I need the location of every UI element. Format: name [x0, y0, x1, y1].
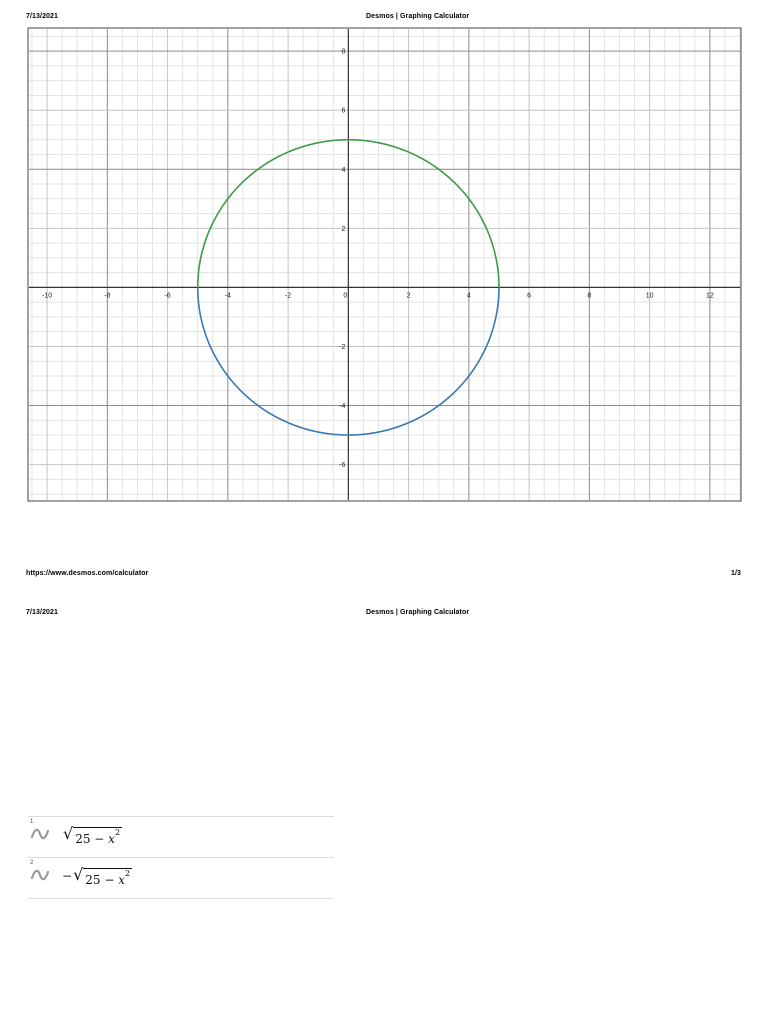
variable-x: x: [108, 832, 115, 846]
radicand: [83, 868, 132, 887]
x-tick-label: 8: [587, 292, 592, 300]
expression-math[interactable]: [62, 865, 132, 887]
radicand-constant: 25 −: [85, 873, 119, 887]
wave-icon[interactable]: [30, 827, 50, 841]
exponent: 2: [125, 869, 131, 878]
x-tick-label: -6: [164, 292, 171, 300]
x-tick-label: 4: [466, 292, 471, 300]
expression-index: 1: [30, 819, 34, 825]
x-tick-label: -2: [284, 292, 292, 300]
x-tick-label: 6: [527, 292, 532, 300]
x-tick-label: 10: [645, 292, 654, 300]
page1-header-date: 7/13/2021: [26, 13, 59, 20]
page2-header-date: 7/13/2021: [26, 609, 59, 616]
radical-sign-icon: √: [73, 865, 84, 884]
x-tick-label: 2: [406, 292, 411, 300]
y-tick-label: -4: [339, 403, 346, 411]
y-tick-label: -2: [339, 343, 346, 351]
page2-header-title: Desmos | Graphing Calculator: [366, 609, 470, 616]
page1-footer-page-number: 1/3: [731, 570, 742, 577]
variable-x: x: [118, 873, 125, 887]
y-tick-label: 8: [341, 48, 346, 56]
radical-sign-icon: √: [63, 824, 74, 843]
expression-math[interactable]: [62, 824, 122, 846]
expression-index: 2: [30, 860, 34, 866]
page1-footer-url[interactable]: https://www.desmos.com/calculator: [26, 570, 149, 577]
y-tick-label: 6: [341, 107, 346, 115]
exponent: 2: [114, 828, 121, 837]
square-root: [63, 824, 122, 846]
expression-row-2[interactable]: [28, 857, 334, 898]
expression-list-bottom-border: [28, 898, 334, 899]
expression-list: [28, 816, 334, 899]
x-tick-label: 12: [705, 292, 714, 300]
square-root: [73, 865, 132, 887]
x-tick-label: 0: [343, 292, 348, 300]
radicand-constant: 25 −: [75, 832, 109, 846]
expression-prefix: −: [62, 869, 73, 883]
wave-icon[interactable]: [30, 868, 50, 882]
expression-row-1[interactable]: [28, 816, 334, 857]
y-tick-label: 4: [341, 166, 346, 174]
y-tick-label: -6: [339, 462, 346, 470]
x-tick-label: -10: [42, 292, 53, 300]
page1-header-title: Desmos | Graphing Calculator: [366, 13, 470, 20]
x-tick-label: -8: [104, 292, 111, 300]
radicand: [73, 827, 122, 846]
x-tick-label: -4: [224, 292, 231, 300]
y-tick-label: 2: [341, 225, 346, 233]
